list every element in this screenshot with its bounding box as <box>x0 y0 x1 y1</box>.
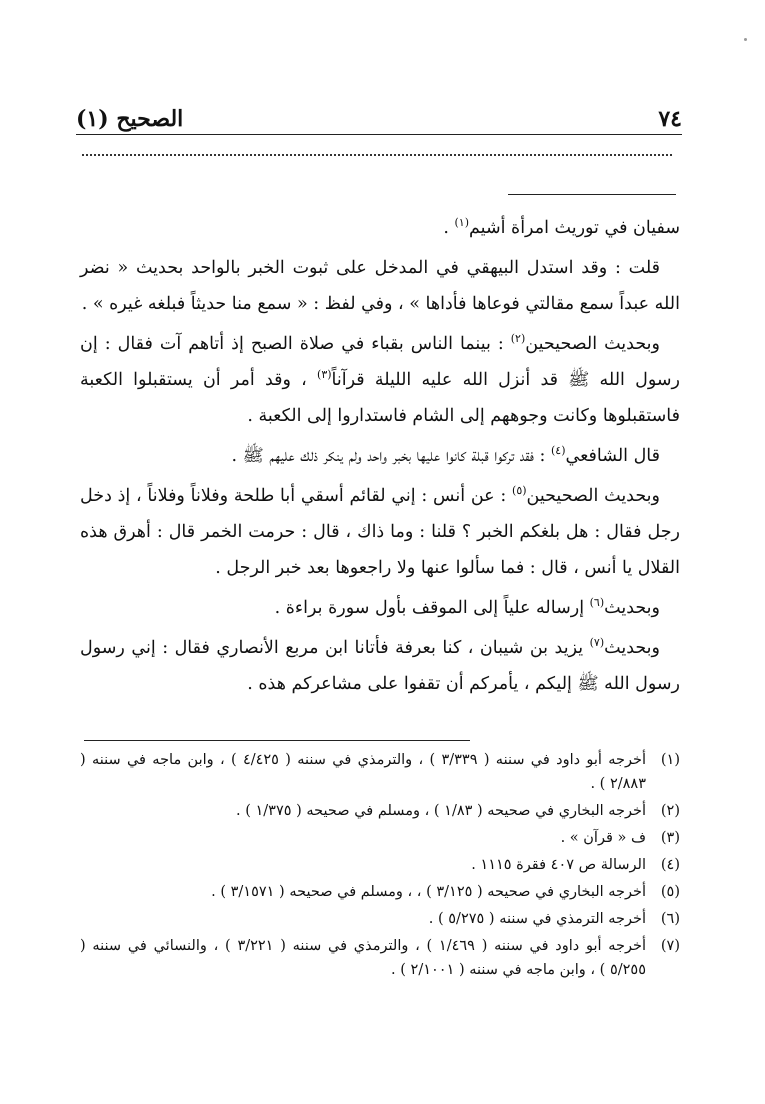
footnote-ref: (٢) <box>510 332 526 346</box>
text: ، وقد أمر أن يستقبلوا الكعبة فاستقبلوها وكانت وجوههم إلى الشام فاستداروا إلى الكعبة . <box>80 370 680 426</box>
paragraph-4 <box>80 438 680 474</box>
page-number: ٧٤ <box>658 106 682 132</box>
paragraph-3 <box>80 326 680 434</box>
footnote <box>80 934 680 982</box>
main-text <box>80 210 680 706</box>
footnote-text: أخرجه أبو داود في سننه ( ١/٤٦٩ ) ، والترمذي في سننه ( ٣/٢٢١ ) ، والنسائي في سننه ( ٥/٢٥٥ ) ، وابن ماجه في سننه ( ٢/١٠٠١ ) . <box>80 938 646 978</box>
footnote-text: ف « قرآن » . <box>560 830 646 846</box>
footnote-text: أخرجه الترمذي في سننه ( ٥/٢٧٥ ) . <box>428 911 646 927</box>
footnote-number: (٦) <box>660 911 680 927</box>
footnote-rule <box>84 740 470 741</box>
footnote-ref: (٣) <box>317 368 332 382</box>
footnote-number: (١) <box>660 752 680 768</box>
paragraph-2: قلت : وقد استدل البيهقي في المدخل على ثبوت الخبر بالواحد بحديث « نضر الله عبداً سمع مقالتي فوعاها فأداها » ، وفي لفظ : « سمع منا حديثاً فبلغه غيره » . <box>80 258 680 314</box>
text: سفيان في توريث امرأة أشيم <box>469 218 680 238</box>
text: : بينما الناس بقباء في صلاة الصبح إذ أتاهم آت فقال : إن رسول الله ﷺ قد أنزل الله عليه الليلة قرآناً <box>80 334 680 390</box>
text: وبحديث الصحيحين <box>526 486 660 506</box>
text: . <box>443 218 455 238</box>
footnote-number: (٢) <box>660 803 680 819</box>
footnote-number: (٤) <box>660 857 680 873</box>
footnote <box>80 907 680 931</box>
footnote-text: أخرجه أبو داود في سننه ( ٣/٣٣٩ ) ، والترمذي في سننه ( ٤/٤٢٥ ) ، وابن ماجه في سننه ( ٢/٨٨٣ ) . <box>80 752 646 792</box>
running-title: (١) الصحيح <box>76 106 184 132</box>
footnote-number: (٧) <box>660 938 680 954</box>
page-header <box>76 98 682 132</box>
footnotes <box>80 748 680 985</box>
footnote-ref: (٥) <box>512 484 527 498</box>
text: يزيد بن شيبان ، كنا بعرفة فأتانا ابن مربع الأنصاري فقال : إني رسول رسول الله ﷺ إليكم ، يأمركم أن تقفوا على مشاعركم هذه . <box>80 638 680 694</box>
scan-mark <box>744 38 747 41</box>
text: : عن أنس : إني لقائم أسقي أبا طلحة وفلاناً وفلاناً ، إذ دخل رجل فقال : هل بلغكم الخبر ؟ قلنا : وما ذاك ، قال : حرمت الخمر قال : أهرق هذه القلال يا أنس ، قال : فما سألوا عنها ولا راجعوها بعد خبر الرجل . <box>80 486 680 578</box>
footnote <box>80 748 680 796</box>
text: وبحديث الصحيحين <box>525 334 660 354</box>
footnote-number: (٥) <box>660 884 680 900</box>
dotted-separator <box>82 154 672 170</box>
text: وبحديث <box>604 638 660 658</box>
paragraph-6 <box>80 590 680 626</box>
header-rule <box>76 134 682 135</box>
text: إرساله علياً إلى الموقف بأول سورة براءة . <box>274 598 590 618</box>
short-rule <box>508 194 676 195</box>
footnote <box>80 880 680 904</box>
footnote-ref: (٤) <box>550 444 566 458</box>
footnote-ref: (٦) <box>589 596 605 610</box>
footnote-text: أخرجه البخاري في صحيحه ( ٣/١٢٥ ) ، ، ومسلم في صحيحه ( ٣/١٥٧١ ) . <box>211 884 646 900</box>
text: : فقد تركوا قبلة كانوا عليها بخبر واحد ولم ينكر ذلك عليهم ﷺ . <box>231 446 551 466</box>
paragraph-1 <box>80 210 680 246</box>
footnote-text: الرسالة ص ٤٠٧ فقرة ١١١٥ . <box>471 857 646 873</box>
footnote-number: (٣) <box>660 830 680 846</box>
paragraph-5 <box>80 478 680 586</box>
footnote-ref: (٧) <box>589 636 605 650</box>
paragraph-7 <box>80 630 680 702</box>
text: قال الشافعي <box>565 446 660 466</box>
footnote <box>80 799 680 823</box>
footnote-ref: (١) <box>454 216 470 230</box>
footnote-text: أخرجه البخاري في صحيحه ( ١/٨٣ ) ، ومسلم في صحيحه ( ١/٣٧٥ ) . <box>236 803 646 819</box>
footnote <box>80 853 680 877</box>
text: وبحديث <box>604 598 660 618</box>
footnote <box>80 826 680 850</box>
